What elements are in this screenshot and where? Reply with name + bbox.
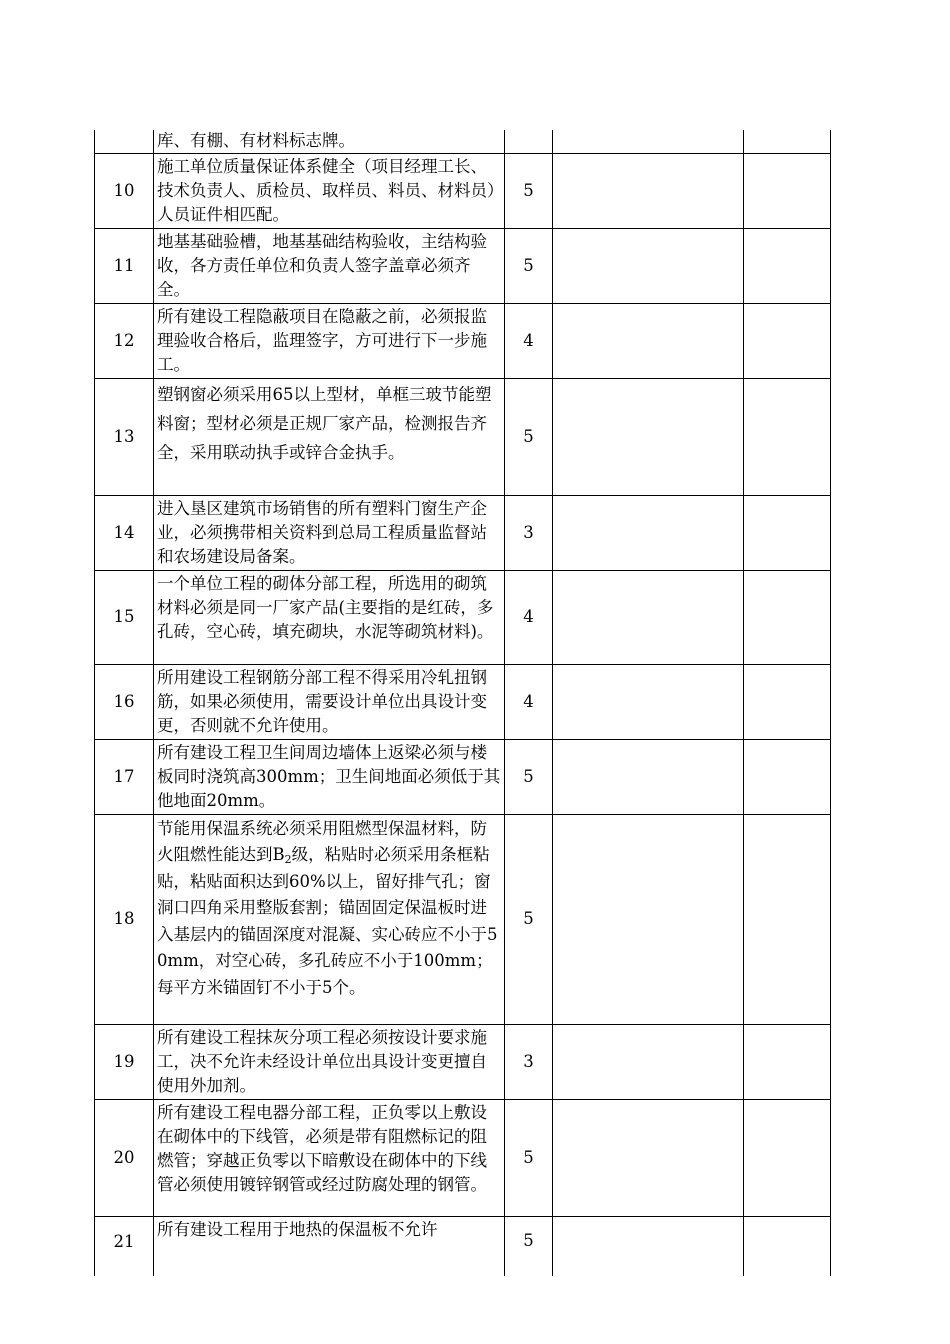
row-check-cell[interactable] <box>553 1024 744 1099</box>
row-description-text-end: 级，粘贴时必须采用条框粘贴，粘贴面积达到60%以上，留好排气孔；窗洞口四角采用整版套割；锚固固定保温板时进入基层内的锚固深度对混凝、实心砖应不小于50mm，对空心砖，多孔砖应不小于100mm；每平方米锚固钉不小于5个。 <box>157 845 498 997</box>
table-row <box>95 814 831 1024</box>
row-check-cell[interactable] <box>553 570 744 664</box>
row-score: 3 <box>505 1024 553 1099</box>
row-description: 所用建设工程钢筋分部工程不得采用冷轧扭钢筋，如果必须使用，需要设计单位出具设计变更，否则就不允许使用。 <box>154 664 505 739</box>
row-check-cell[interactable] <box>553 228 744 303</box>
row-description: 所有建设工程用于地热的保温板不允许 <box>154 1216 505 1276</box>
row-score: 5 <box>505 153 553 228</box>
row-number: 10 <box>95 153 154 228</box>
row-description: 所有建设工程隐蔽项目在隐蔽之前，必须报监理验收合格后，监理签字，方可进行下一步施工。 <box>154 303 505 378</box>
row-remark-cell[interactable] <box>744 153 831 228</box>
row-check-cell[interactable] <box>553 1099 744 1216</box>
row-number: 12 <box>95 303 154 378</box>
row-score: 5 <box>505 1099 553 1216</box>
table-row <box>95 228 831 303</box>
spreadsheet-page <box>94 130 830 1251</box>
table-row <box>95 570 831 664</box>
row-check-cell[interactable] <box>553 1216 744 1276</box>
row-number: 21 <box>95 1216 154 1276</box>
row-remark-cell[interactable] <box>744 130 831 153</box>
row-score: 5 <box>505 228 553 303</box>
row-score: 3 <box>505 495 553 570</box>
row-remark-cell[interactable] <box>744 495 831 570</box>
table-row <box>95 130 831 153</box>
row-description: 所有建设工程抹灰分项工程必须按设计要求施工，决不允许未经设计单位出具设计变更擅自使用外加剂。 <box>154 1024 505 1099</box>
row-check-cell[interactable] <box>553 814 744 1024</box>
table-row <box>95 1216 831 1276</box>
row-number: 17 <box>95 739 154 814</box>
row-remark-cell[interactable] <box>744 303 831 378</box>
table-row <box>95 1024 831 1099</box>
row-number: 15 <box>95 570 154 664</box>
row-remark-cell[interactable] <box>744 664 831 739</box>
row-score: 4 <box>505 664 553 739</box>
row-number: 19 <box>95 1024 154 1099</box>
table-row <box>95 303 831 378</box>
row-description: 地基基础验槽，地基基础结构验收，主结构验收，各方责任单位和负责人签字盖章必须齐全。 <box>154 228 505 303</box>
table-row <box>95 1099 831 1216</box>
row-score: 5 <box>505 739 553 814</box>
row-check-cell[interactable] <box>553 664 744 739</box>
row-score: 5 <box>505 1216 553 1276</box>
row-description: 所有建设工程卫生间周边墙体上返梁必须与楼板同时浇筑高300mm；卫生间地面必须低于其他地面20mm。 <box>154 739 505 814</box>
row-number <box>95 130 154 153</box>
table-row <box>95 378 831 495</box>
row-score: 5 <box>505 814 553 1024</box>
row-remark-cell[interactable] <box>744 1024 831 1099</box>
row-number: 13 <box>95 378 154 495</box>
row-number: 14 <box>95 495 154 570</box>
row-number: 16 <box>95 664 154 739</box>
row-check-cell[interactable] <box>553 739 744 814</box>
row-score: 5 <box>505 378 553 495</box>
row-score <box>505 130 553 153</box>
row-score: 4 <box>505 303 553 378</box>
table-row <box>95 153 831 228</box>
row-number: 20 <box>95 1099 154 1216</box>
table-row <box>95 664 831 739</box>
row-number: 11 <box>95 228 154 303</box>
table-row <box>95 495 831 570</box>
row-remark-cell[interactable] <box>744 1099 831 1216</box>
row-check-cell[interactable] <box>553 153 744 228</box>
row-remark-cell[interactable] <box>744 378 831 495</box>
row-description-subscript: 2 <box>284 853 292 866</box>
row-description: 库、有棚、有材料标志牌。 <box>154 130 505 153</box>
row-remark-cell[interactable] <box>744 228 831 303</box>
row-check-cell[interactable] <box>553 303 744 378</box>
row-description: 所有建设工程电器分部工程，正负零以上敷设在砌体中的下线管，必须是带有阻燃标记的阻燃管；穿越正负零以下暗敷设在砌体中的下线管必须使用镀锌钢管或经过防腐处理的钢管。 <box>154 1099 505 1216</box>
row-description: 施工单位质量保证体系健全（项目经理工长、技术负责人、质检员、取样员、料员、材料员）人员证件相匹配。 <box>154 153 505 228</box>
table-row <box>95 739 831 814</box>
row-description-text-start: 节能用保温系统必须采用阻燃型保温材料，防火阻燃性能达到B <box>157 818 487 864</box>
row-description: 进入垦区建筑市场销售的所有塑料门窗生产企业，必须携带相关资料到总局工程质量监督站和农场建设局备案。 <box>154 495 505 570</box>
row-remark-cell[interactable] <box>744 814 831 1024</box>
row-remark-cell[interactable] <box>744 1216 831 1276</box>
row-description: 塑钢窗必须采用65以上型材，单框三玻节能塑料窗；型材必须是正规厂家产品，检测报告齐全，采用联动执手或锌合金执手。 <box>154 378 505 495</box>
row-description: 一个单位工程的砌体分部工程，所选用的砌筑材料必须是同一厂家产品(主要指的是红砖，多孔砖，空心砖，填充砌块，水泥等砌筑材料)。 <box>154 570 505 664</box>
row-description <box>154 814 505 1024</box>
row-score: 4 <box>505 570 553 664</box>
row-check-cell[interactable] <box>553 495 744 570</box>
row-check-cell[interactable] <box>553 130 744 153</box>
row-check-cell[interactable] <box>553 378 744 495</box>
row-remark-cell[interactable] <box>744 739 831 814</box>
row-remark-cell[interactable] <box>744 570 831 664</box>
inspection-table <box>94 130 831 1276</box>
row-number: 18 <box>95 814 154 1024</box>
